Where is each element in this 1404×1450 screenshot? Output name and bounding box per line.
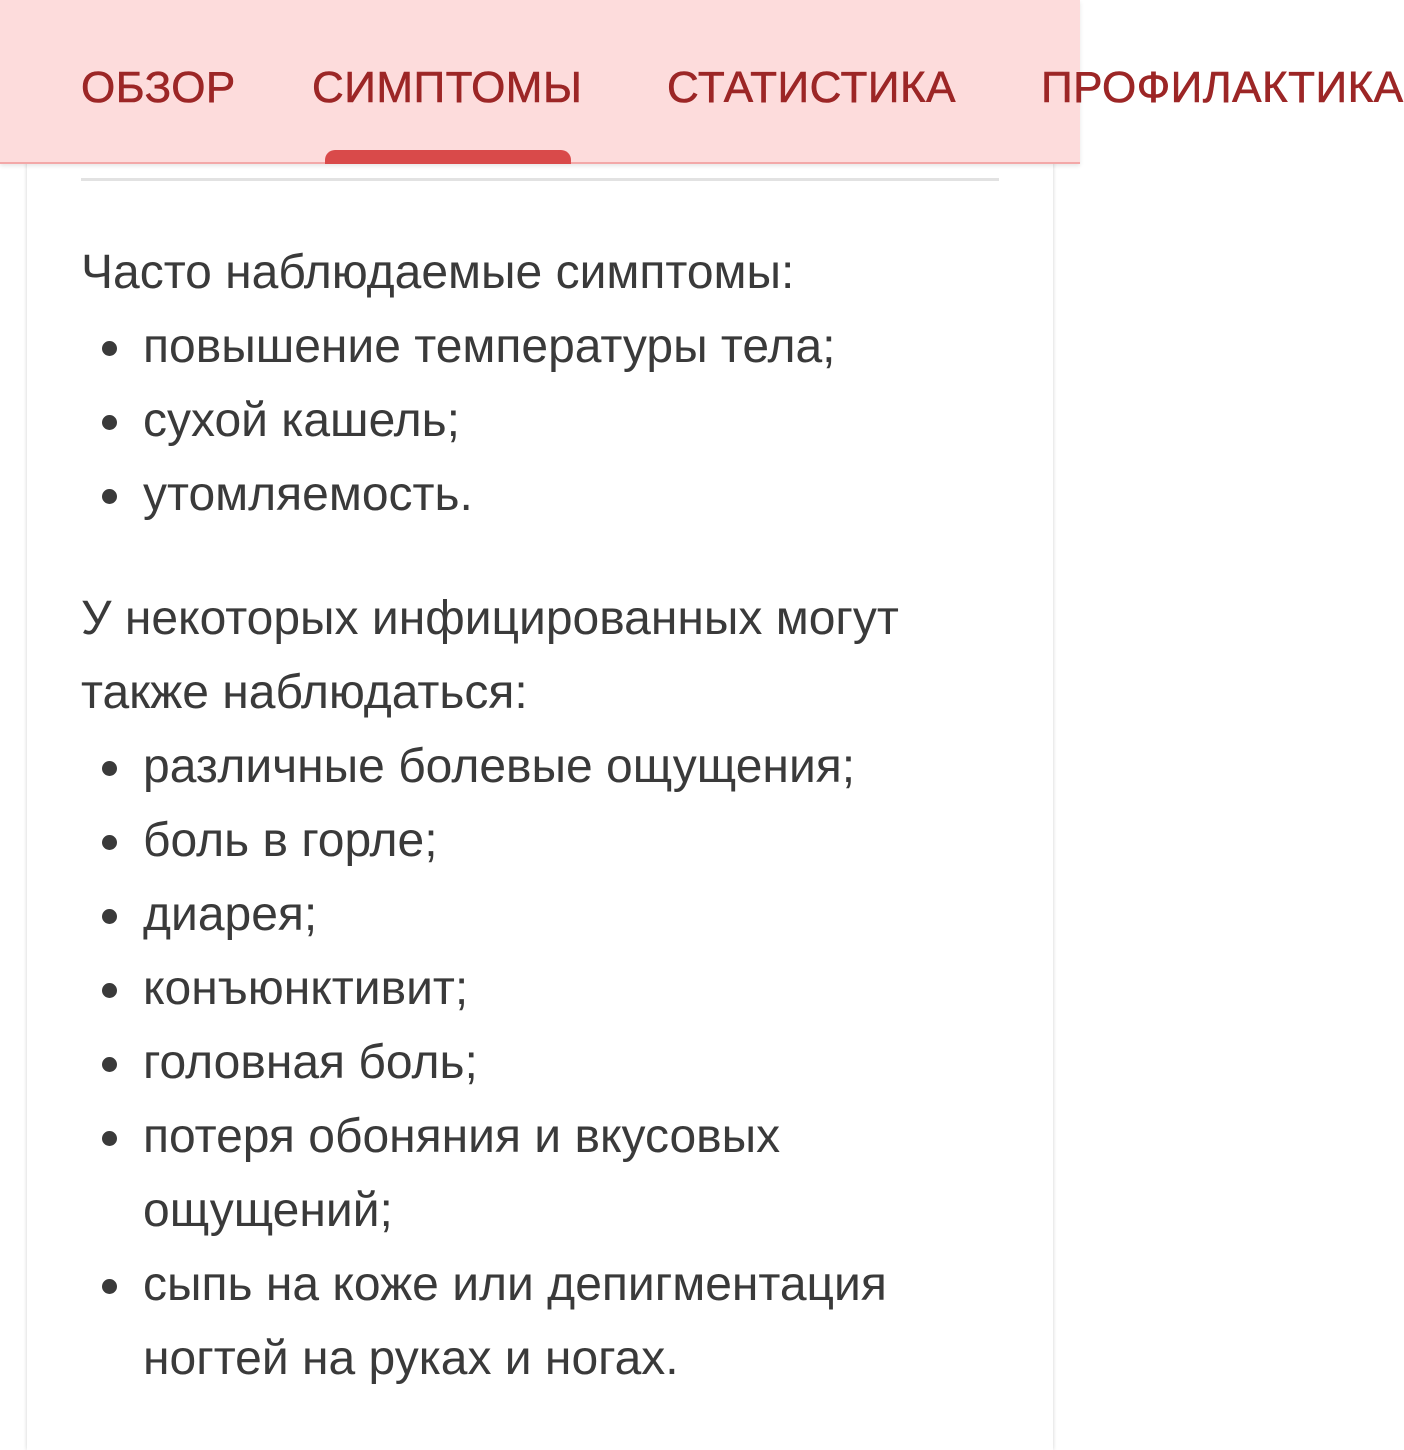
tab-statistics[interactable]: СТАТИСТИКА: [667, 63, 956, 112]
common-symptoms-heading: Часто наблюдаемые симптомы:: [81, 246, 795, 299]
symptoms-content: [81, 236, 1011, 1396]
spacer: [81, 532, 1011, 582]
bullet-icon: [102, 835, 117, 850]
bullet-icon: [102, 909, 117, 924]
bullet-icon: [102, 1131, 117, 1146]
list-item: сухой кашель;: [81, 384, 1011, 458]
bullet-icon: [102, 1279, 117, 1294]
list-item: повышение температуры тела;: [81, 310, 1011, 384]
bullet-icon: [102, 489, 117, 504]
bullet-icon: [102, 1057, 117, 1072]
bullet-icon: [102, 341, 117, 356]
list-item: различные болевые ощущения;: [81, 730, 1011, 804]
tab-prevention[interactable]: ПРОФИЛАКТИКА: [1041, 63, 1404, 112]
other-symptoms-heading: У некоторых инфицированных могут также наблюдаться:: [81, 592, 899, 719]
list-item: боль в горле;: [81, 804, 1011, 878]
bullet-icon: [102, 415, 117, 430]
list-item: потеря обоняния и вкусовых ощущений;: [81, 1100, 1011, 1248]
list-item: головная боль;: [81, 1026, 1011, 1100]
list-item: конъюнктивит;: [81, 952, 1011, 1026]
tab-bar: [0, 0, 1404, 164]
selected-tab-indicator: [325, 150, 571, 164]
tab-symptoms[interactable]: СИМПТОМЫ: [312, 63, 583, 112]
bullet-icon: [102, 761, 117, 776]
list-item: сыпь на коже или депигментация ногтей на руках и ногах.: [81, 1248, 1011, 1396]
tab-overview[interactable]: ОБЗОР: [81, 63, 236, 112]
list-item: утомляемость.: [81, 458, 1011, 532]
common-symptoms-list: [81, 310, 1011, 532]
bullet-icon: [102, 983, 117, 998]
list-item: диарея;: [81, 878, 1011, 952]
divider: [81, 178, 999, 181]
other-symptoms-list: [81, 730, 1011, 1396]
